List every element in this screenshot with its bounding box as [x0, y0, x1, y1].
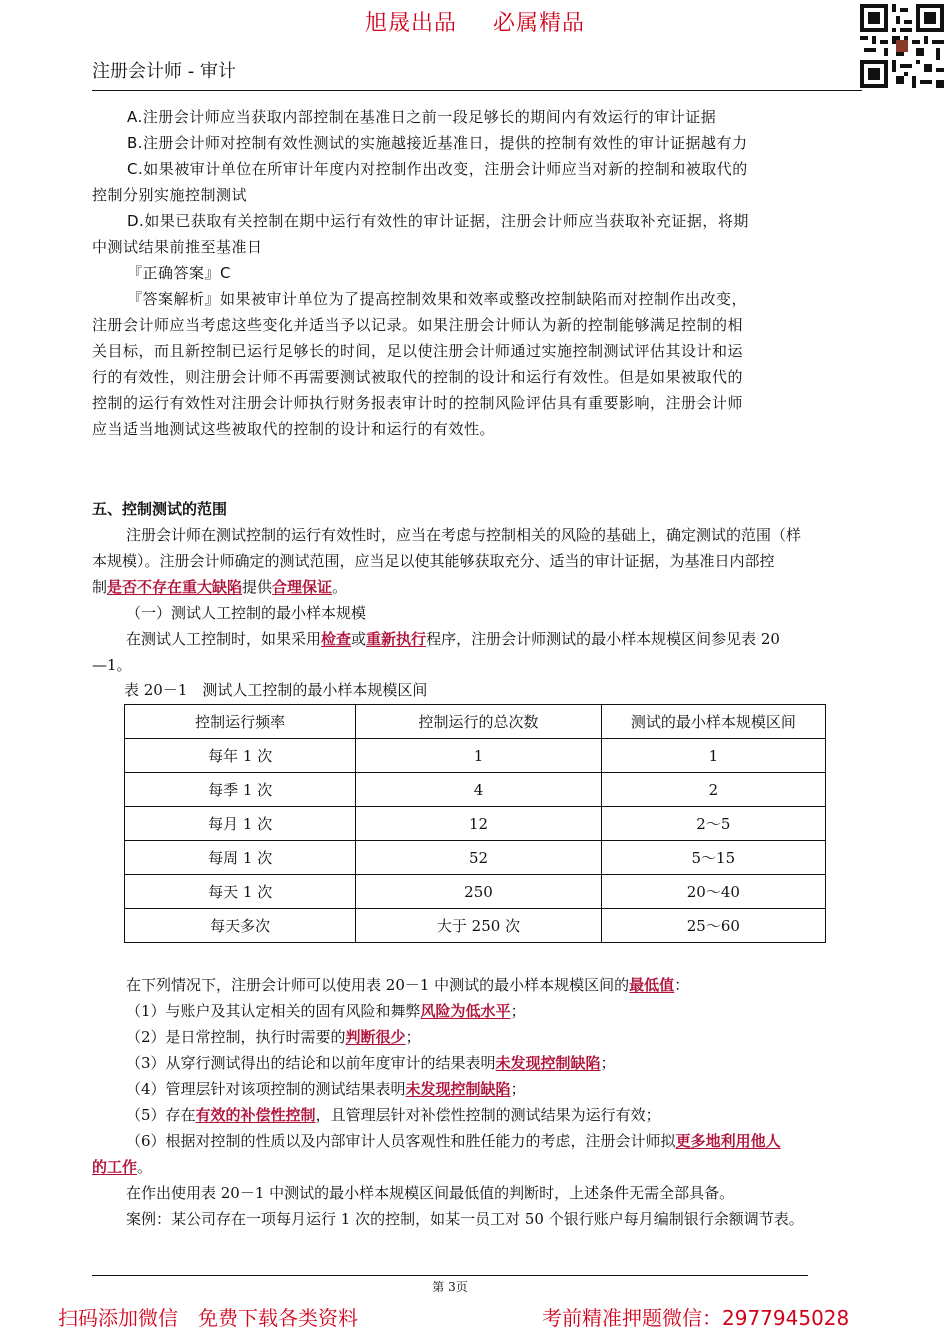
footer-divider	[92, 1275, 808, 1276]
table-cell: 每季 1 次	[125, 773, 356, 807]
table-cell: 每月 1 次	[125, 807, 356, 841]
table-cell: 2	[601, 773, 825, 807]
footer-right-ad: 考前精准押题微信：2977945028	[542, 1306, 850, 1330]
text: 或	[351, 630, 367, 648]
table-cell: 12	[356, 807, 601, 841]
table-cell: 5～15	[601, 841, 825, 875]
text: 。	[137, 1158, 153, 1176]
table-cell: 大于 250 次	[356, 909, 601, 943]
table-row	[125, 875, 826, 909]
footer-left-ad: 扫码添加微信 免费下载各类资料	[58, 1306, 358, 1330]
document-header-title: 注册会计师 - 审计	[92, 61, 236, 82]
highlight-minimum-value: 最低值	[629, 976, 675, 994]
table-row	[125, 909, 826, 943]
text: （3）从穿行测试得出的结论和以前年度审计的结果表明	[126, 1054, 496, 1072]
banner-left-text: 旭晟出品	[364, 11, 457, 36]
explanation-line1: 『答案解析』如果被审计单位为了提高控制效果和效率或整改控制缺陷而对控制作出改变，	[127, 290, 748, 308]
table-row	[125, 773, 826, 807]
text: 程序，注册会计师测试的最小样本规模区间参见表 20	[426, 630, 780, 648]
condition-6-line1	[126, 1128, 862, 1154]
top-banner	[0, 6, 950, 37]
section-heading: 五、控制测试的范围	[92, 500, 228, 518]
explanation-line4: 行的有效性，则注册会计师不再需要测试被取代的控制的设计和运行有效性。但是如果被取代的	[92, 368, 744, 386]
explanation-line5: 控制的运行有效性对注册会计师执行财务报表审计时的控制风险评估具有重要影响，注册会计师	[92, 394, 744, 412]
highlight-reperformance: 重新执行	[366, 630, 427, 648]
conditions-note: 在作出使用表 20－1 中测试的最小样本规模区间最低值的判断时，上述条件无需全部具备。	[126, 1184, 735, 1202]
condition-1	[126, 998, 862, 1024]
text: ；	[600, 1054, 616, 1072]
column-header: 测试的最小样本规模区间	[601, 705, 825, 739]
table-cell: 每年 1 次	[125, 739, 356, 773]
column-header: 控制运行的总次数	[356, 705, 601, 739]
table-cell: 20～40	[601, 875, 825, 909]
table-row	[125, 739, 826, 773]
condition-5	[126, 1102, 862, 1128]
text: 在测试人工控制时，如果采用	[126, 630, 322, 648]
text: ，且管理层针对补偿性控制的测试结果为运行有效；	[315, 1106, 661, 1124]
table-cell: 每周 1 次	[125, 841, 356, 875]
text: （6）根据对控制的性质以及内部审计人员客观性和胜任能力的考虑，注册会计师拟	[126, 1132, 676, 1150]
explanation-line6: 应当适当地测试这些被取代的控制的设计和运行的有效性。	[92, 420, 496, 438]
header-divider	[92, 90, 862, 91]
option-b: B.注册会计师对控制有效性测试的实施越接近基准日，提供的控制有效性的审计证据越有力	[127, 134, 748, 152]
table-caption: 表 20－1 测试人工控制的最小样本规模区间	[124, 681, 428, 699]
sub-heading: （一）测试人工控制的最小样本规模	[126, 604, 367, 622]
text: （4）管理层针对该项控制的测试结果表明	[126, 1080, 406, 1098]
condition-4	[126, 1076, 862, 1102]
option-c-line2: 控制分别实施控制测试	[92, 186, 248, 204]
table-cell: 250	[356, 875, 601, 909]
option-c-line1: C.如果被审计单位在所审计年度内对控制作出改变，注册会计师应当对新的控制和被取代的	[127, 160, 748, 178]
option-a: A.注册会计师应当获取内部控制在基准日之前一段足够长的期间内有效运行的审计证据	[127, 108, 717, 126]
explanation-line3: 关目标，而且新控制已运行足够长的时间，足以使注册会计师通过实施控制测试评估其设计和运	[92, 342, 744, 360]
table-row	[125, 807, 826, 841]
condition-3	[126, 1050, 862, 1076]
procedure-paragraph-line1	[126, 626, 862, 652]
text: ；	[510, 1002, 526, 1020]
highlight-no-deficiency: 未发现控制缺陷	[495, 1054, 601, 1072]
table-header-row	[125, 705, 826, 739]
sample-size-table	[124, 704, 826, 943]
section-paragraph-line1: 注册会计师在测试控制的运行有效性时，应当在考虑与控制相关的风险的基础上，确定测试的范围（样	[126, 526, 802, 544]
banner-right-text: 必属精品	[493, 11, 586, 36]
procedure-paragraph-line2: —1。	[92, 656, 132, 674]
column-header: 控制运行频率	[125, 705, 356, 739]
table-cell: 25～60	[601, 909, 825, 943]
highlight-low-risk: 风险为低水平	[420, 1002, 511, 1020]
table-cell: 4	[356, 773, 601, 807]
section-paragraph-line3	[92, 574, 862, 600]
highlight-inspection: 检查	[321, 630, 352, 648]
text: （5）存在	[126, 1106, 196, 1124]
page-number: 第 3页	[432, 1280, 468, 1294]
condition-6-line2	[92, 1154, 862, 1180]
highlight-no-deficiency: 未发现控制缺陷	[405, 1080, 511, 1098]
highlight-little-judgment: 判断很少	[345, 1028, 406, 1046]
text: 在下列情况下，注册会计师可以使用表 20－1 中测试的最小样本规模区间的	[126, 976, 630, 994]
qr-code-icon	[860, 4, 944, 88]
highlight-no-material-weakness: 是否不存在重大缺陷	[107, 578, 243, 596]
text: ；	[510, 1080, 526, 1098]
text: ：	[674, 976, 690, 994]
text: 制	[92, 578, 108, 596]
table-cell: 每天 1 次	[125, 875, 356, 909]
highlight-use-others-work: 的工作	[92, 1158, 138, 1176]
text: ；	[405, 1028, 421, 1046]
option-d-line1: D.如果已获取有关控制在期中运行有效性的审计证据，注册会计师应当获取补充证据，将期	[127, 212, 749, 230]
table-row	[125, 841, 826, 875]
text: （2）是日常控制，执行时需要的	[126, 1028, 346, 1046]
table-cell: 2～5	[601, 807, 825, 841]
highlight-reasonable-assurance: 合理保证	[272, 578, 333, 596]
table-cell: 52	[356, 841, 601, 875]
text: 提供	[242, 578, 273, 596]
correct-answer: 『正确答案』C	[127, 264, 231, 282]
text: 。	[332, 578, 348, 596]
explanation-line2: 注册会计师应当考虑这些变化并适当予以记录。如果注册会计师认为新的控制能够满足控制的相	[92, 316, 744, 334]
section-paragraph-line2: 本规模）。注册会计师确定的测试范围，应当足以使其能够获取充分、适当的审计证据，为基准日内部控	[92, 552, 775, 570]
table-cell: 1	[601, 739, 825, 773]
case-example: 案例：某公司存在一项每月运行 1 次的控制，如某一员工对 50 个银行账户每月编制银行余额调节表。	[126, 1210, 804, 1228]
conditions-intro	[126, 972, 862, 998]
table-cell: 每天多次	[125, 909, 356, 943]
table-cell: 1	[356, 739, 601, 773]
text: （1）与账户及其认定相关的固有风险和舞弊	[126, 1002, 421, 1020]
highlight-compensating-control: 有效的补偿性控制	[195, 1106, 316, 1124]
highlight-use-others-work: 更多地利用他人	[675, 1132, 781, 1150]
condition-2	[126, 1024, 862, 1050]
option-d-line2: 中测试结果前推至基准日	[92, 238, 263, 256]
